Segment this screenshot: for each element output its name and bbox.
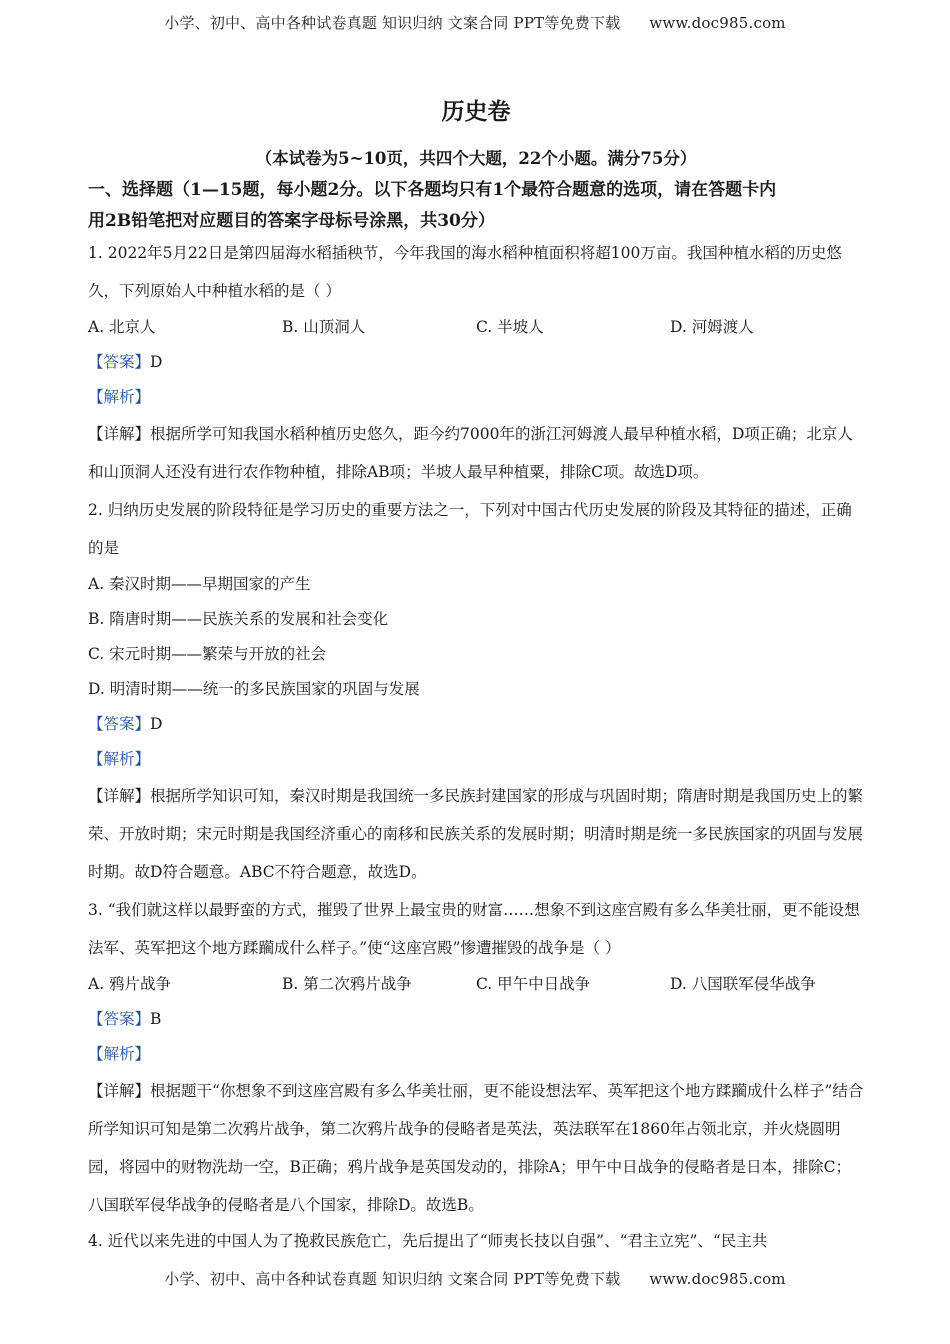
answer-value: B: [150, 1010, 162, 1028]
question-3-options: [88, 967, 864, 1002]
question-3-detail: [88, 1072, 864, 1224]
question-2-option-b: B. 隋唐时期——民族关系的发展和社会变化: [88, 610, 389, 628]
footer-text: 小学、初中、高中各种试卷真题 知识归纳 文案合同 PPT等免费下载: [164, 1270, 621, 1288]
question-4-stem: 4. 近代以来先进的中国人为了挽救民族危亡，先后提出了“师夷长技以自强”、“君主立宪”、“民主共: [88, 1232, 768, 1250]
question-3-option-c: C. 甲午中日战争: [476, 975, 591, 993]
question-3-option-d: D. 八国联军侵华战争: [670, 975, 816, 993]
analysis-tag: 【解析】: [88, 388, 151, 406]
question-2-answer: [88, 707, 864, 742]
question-1-option-c: C. 半坡人: [476, 318, 544, 336]
question-1-analysis: [88, 380, 864, 415]
question-2-option-c: C. 宋元时期——繁荣与开放的社会: [88, 645, 327, 663]
detail-text: 根据题干“你想象不到这座宫殿有多么华美壮丽，更不能设想法军、英军把这个地方蹂躏成什么样子”结合所学知识可知是第二次鸦片战争，第二次鸦片战争的侵略者是英法，英法联军在1860年占领北京，并火烧圆明园，将园中的财物洗劫一空，B正确；鸦片战争是英国发动的，排除A；甲午中日战争的侵略者是日本，排除C；八国联军侵华战争的侵略者是八个国家，排除D。故选B。: [88, 1082, 864, 1214]
detail-text: 根据所学可知我国水稻种植历史悠久，距今约7000年的浙江河姆渡人最早种植水稻，D项正确；北京人和山顶洞人还没有进行农作物种植，排除AB项；半坡人最早种植粟，排除C项。故选D项。: [88, 425, 853, 481]
question-1-options: [88, 310, 864, 345]
exam-subtitle: （本试卷为5~10页，共四个大题，22个小题。满分75分）: [255, 149, 697, 168]
question-1-option-d: D. 河姆渡人: [670, 318, 754, 336]
question-1-answer: [88, 345, 864, 380]
section-heading-line-2: 用2B铅笔把对应题目的答案字母标号涂黑，共30分）: [88, 211, 495, 231]
answer-tag: 【答案】: [88, 1010, 151, 1028]
header-site-link[interactable]: www.doc985.com: [649, 14, 786, 32]
question-1-option-a: A. 北京人: [88, 318, 156, 336]
question-2-option-d: D. 明清时期——统一的多民族国家的巩固与发展: [88, 680, 420, 698]
question-3-stem: 3. “我们就这样以最野蛮的方式，摧毁了世界上最宝贵的财富……想象不到这座宫殿有多么华美壮丽，更不能设想法军、英军把这个地方蹂躏成什么样子。”使“这座宫殿”惨遭摧毁的战争是（ ）: [88, 901, 860, 957]
question-3-option-a: A. 鸦片战争: [88, 975, 172, 993]
question-3-analysis: [88, 1037, 864, 1072]
page-title: 历史卷: [441, 98, 511, 125]
analysis-tag: 【解析】: [88, 1045, 151, 1063]
footer-site-link[interactable]: www.doc985.com: [649, 1270, 786, 1288]
question-3-answer: [88, 1002, 864, 1037]
answer-tag: 【答案】: [88, 715, 151, 733]
question-2-option-a: A. 秦汉时期——早期国家的产生: [88, 575, 311, 593]
question-1-option-b: B. 山顶洞人: [282, 318, 366, 336]
question-3-option-b: B. 第二次鸦片战争: [282, 975, 412, 993]
question-1-stem: 1. 2022年5月22日是第四届海水稻插秧节，今年我国的海水稻种植面积将超100万亩。我国种植水稻的历史悠久，下列原始人中种植水稻的是（ ）: [88, 244, 842, 300]
question-2-detail: [88, 777, 864, 891]
question-2-analysis: [88, 742, 864, 777]
detail-tag: 【详解】: [88, 1082, 151, 1100]
section-heading-line-1: 一、选择题（1—15题，每小题2分。以下各题均只有1个最符合题意的选项，请在答题卡内: [88, 180, 777, 200]
answer-value: D: [150, 715, 163, 733]
page-header: [0, 12, 950, 33]
document-body: [88, 96, 864, 1259]
answer-value: D: [150, 353, 163, 371]
page-footer: [0, 1268, 950, 1289]
detail-text: 根据所学知识可知，秦汉时期是我国统一多民族封建国家的形成与巩固时期；隋唐时期是我国历史上的繁荣、开放时期；宋元时期是我国经济重心的南移和民族关系的发展时期；明清时期是统一多民族国家的巩固与发展时期。故D符合题意。ABC不符合题意，故选D。: [88, 787, 864, 881]
detail-tag: 【详解】: [88, 425, 151, 443]
question-1-detail: [88, 415, 864, 491]
answer-tag: 【答案】: [88, 353, 151, 371]
header-text: 小学、初中、高中各种试卷真题 知识归纳 文案合同 PPT等免费下载: [164, 14, 621, 32]
analysis-tag: 【解析】: [88, 750, 151, 768]
detail-tag: 【详解】: [88, 787, 151, 805]
question-2-stem: 2. 归纳历史发展的阶段特征是学习历史的重要方法之一，下列对中国古代历史发展的阶段及其特征的描述，正确的是: [88, 501, 852, 557]
